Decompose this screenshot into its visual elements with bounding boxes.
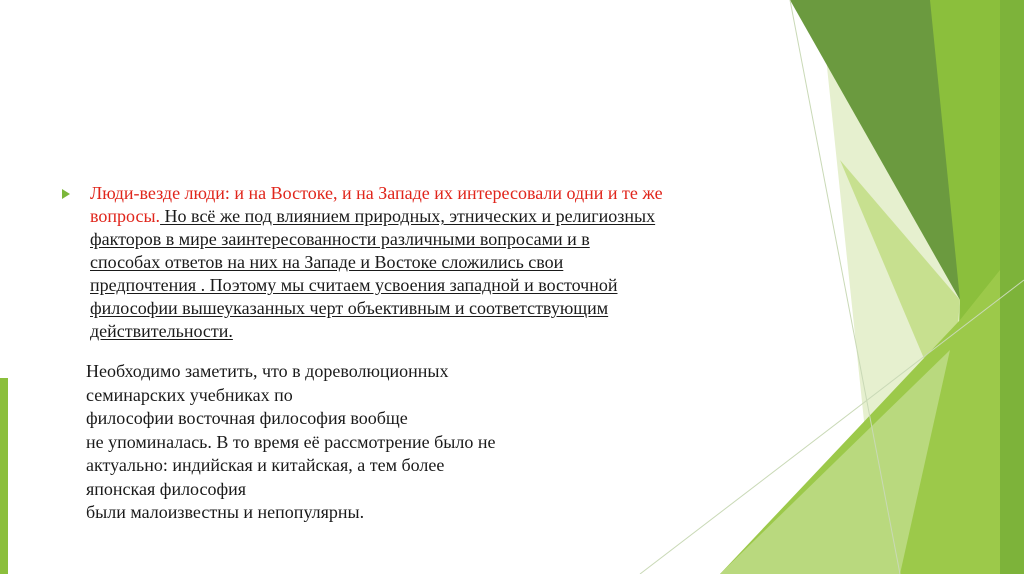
dark-overlay-right [1000, 0, 1024, 574]
paragraph-line: были малоизвестны и непопулярны. [86, 502, 365, 522]
paragraph-line: не упоминалась. В то время её рассмотрение было не [86, 431, 496, 452]
bullet-underlined-line-5: философии вышеуказанных черт объективным и соответствующим [90, 298, 609, 318]
bullet-mixed-line [90, 205, 780, 228]
paragraph-line: актуально: индийская и китайская, а тем более [86, 455, 445, 475]
paragraph-line: семинарских учебниках по [86, 384, 293, 405]
bullet-text [90, 182, 780, 343]
paragraph-line: японская философия [86, 478, 247, 499]
bullet-red-line-2: вопросы. [90, 206, 161, 226]
bullet-arrow-icon [62, 189, 70, 199]
bullet-underlined-line-6: действительности. [90, 321, 233, 341]
bullet-underlined-line-3: способах ответов на них на Западе и Востоке сложились свои [90, 252, 564, 272]
paragraph-line: Необходимо заметить, что в дореволюционных [86, 361, 449, 381]
paragraph-line: философии восточная философия вообще [86, 408, 408, 428]
bullet-red-line-1: Люди-везде люди: и на Востоке, и на Западе их интересовали одни и те же [90, 183, 663, 203]
paragraph [86, 360, 606, 525]
bullet-underlined-line-4: предпочтения . Поэтому мы считаем усвоения западной и восточной [90, 275, 618, 295]
left-green-bar [0, 378, 8, 574]
bullet-underlined-line-2: факторов в мире заинтересованности различными вопросами и в [90, 229, 590, 249]
bullet-underlined-line-1: Но всё же под влиянием природных, этнических и религиозных [160, 206, 656, 226]
